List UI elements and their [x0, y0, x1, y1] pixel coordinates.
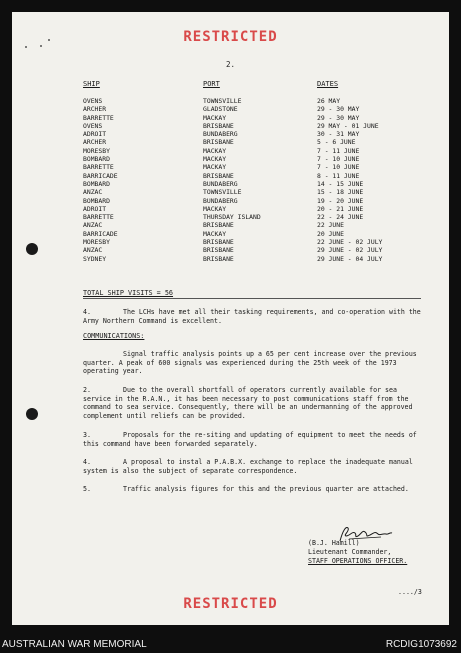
visit-row: [12, 147, 449, 155]
paper-speck: [48, 39, 50, 41]
paragraph-number: 3.: [83, 431, 91, 439]
port-column-header: PORT: [203, 80, 220, 88]
visit-row: [12, 188, 449, 196]
visit-port: BRISBANE: [203, 238, 234, 247]
visit-port: MACKAY: [203, 113, 227, 122]
ship-column-header: SHIP: [83, 80, 100, 88]
visit-ship: ADROIT: [83, 130, 107, 139]
comms-paragraph-4: [83, 458, 423, 475]
total-ship-visits: TOTAL SHIP VISITS = 56: [83, 289, 174, 297]
visit-dates: 15 - 18 JUNE: [317, 188, 364, 197]
visit-dates: 26 MAY: [317, 97, 341, 105]
visit-port: TOWNSVILLE: [203, 188, 242, 197]
visit-ship: BARRETTE: [83, 113, 114, 122]
visit-ship: ANZAC: [83, 221, 103, 230]
visit-port: BUNDABERG: [203, 196, 238, 205]
visit-ship: ARCHER: [83, 138, 107, 147]
visit-dates: 19 - 20 JUNE: [317, 196, 364, 205]
visit-port: BUNDABERG: [203, 130, 238, 139]
archive-reference: RCDIG1073692: [385, 639, 457, 650]
visit-row: [12, 255, 449, 263]
visit-row: [12, 163, 449, 171]
visit-dates: 29 JUNE - 02 JULY: [317, 246, 383, 255]
comms-paragraph-5: [83, 485, 423, 494]
comms-paragraph-2: [83, 386, 423, 420]
comms-paragraph-1: Signal traffic analysis points up a 65 per cent increase over the previous quarter. A peak of 600 signals was experienced during the 25th week of the 1973 operating year.: [83, 350, 417, 376]
visit-port: MACKAY: [203, 146, 227, 155]
visit-dates: 30 - 31 MAY: [317, 130, 360, 139]
visit-dates: 29 JUNE - 04 JULY: [317, 254, 383, 263]
visit-dates: 22 JUNE - 02 JULY: [317, 238, 383, 247]
archive-name: AUSTRALIAN WAR MEMORIAL: [2, 639, 147, 650]
paragraph-number: 4.: [83, 458, 91, 466]
total-divider: [83, 298, 421, 299]
archive-footer: [0, 634, 461, 653]
signatory-rank: Lieutenant Commander,: [308, 548, 392, 556]
visit-ship: BOMBARD: [83, 196, 110, 205]
visit-ship: OVENS: [83, 121, 103, 130]
communications-heading: COMMUNICATIONS:: [83, 332, 145, 340]
visit-dates: 22 - 24 JUNE: [317, 213, 364, 222]
signatory-position: STAFF OPERATIONS OFFICER.: [308, 557, 408, 565]
visit-dates: 29 - 30 MAY: [317, 113, 360, 122]
ship-visits-table: [12, 97, 449, 263]
visit-row: [12, 230, 449, 238]
visit-dates: 22 JUNE: [317, 221, 344, 230]
visit-row: [12, 122, 449, 130]
visit-port: MACKAY: [203, 155, 227, 164]
visit-port: THURSDAY ISLAND: [203, 213, 261, 222]
visit-row: [12, 105, 449, 113]
visit-row: [12, 138, 449, 146]
visit-dates: 7 - 10 JUNE: [317, 155, 360, 164]
visit-port: BRISBANE: [203, 138, 234, 147]
visit-port: BRISBANE: [203, 171, 234, 180]
visit-row: [12, 197, 449, 205]
punch-hole-bottom: [26, 408, 38, 420]
visit-dates: 20 - 21 JUNE: [317, 204, 364, 213]
visit-port: MACKAY: [203, 204, 227, 213]
paragraph-text: The LCHs have met all their tasking requirements, and co-operation with the Army Northern Command is excellent.: [83, 308, 421, 325]
paper-speck: [25, 46, 27, 48]
document-page: [12, 12, 449, 625]
paragraph-text: Due to the overall shortfall of operators currently available for sea service in the R.A.N., it has been necessary to post communications staff from the command to sea service. Consequently, there will be an undermanning of the approved complement until reliefs can be provided.: [83, 386, 413, 420]
signatory-name: (B.J. Hamill): [308, 539, 360, 547]
visit-dates: 20 JUNE: [317, 229, 344, 238]
visit-ship: ANZAC: [83, 188, 103, 197]
punch-hole-top: [26, 243, 38, 255]
restricted-stamp-bottom: RESTRICTED: [183, 596, 278, 612]
visit-row: [12, 114, 449, 122]
visit-dates: 5 - 6 JUNE: [317, 138, 356, 147]
paragraph-text: Traffic analysis figures for this and the previous quarter are attached.: [123, 485, 409, 493]
visit-port: MACKAY: [203, 163, 227, 172]
visit-port: TOWNSVILLE: [203, 97, 242, 105]
visit-row: [12, 155, 449, 163]
visit-port: GLADSTONE: [203, 105, 238, 114]
paragraph-4: [83, 308, 423, 325]
paragraph-number: 4.: [83, 308, 91, 316]
visit-port: BRISBANE: [203, 121, 234, 130]
visit-row: [12, 205, 449, 213]
visit-dates: 14 - 15 JUNE: [317, 179, 364, 188]
visit-ship: MORESBY: [83, 146, 110, 155]
comms-paragraph-3: [83, 431, 423, 448]
paragraph-number: 5.: [83, 485, 91, 493]
visit-ship: ANZAC: [83, 246, 103, 255]
visit-port: MACKAY: [203, 229, 227, 238]
visit-ship: BARRICADE: [83, 229, 118, 238]
visit-ship: BOMBARD: [83, 155, 110, 164]
visit-row: [12, 213, 449, 221]
visit-row: [12, 97, 449, 105]
visit-port: BUNDABERG: [203, 179, 238, 188]
visit-row: [12, 246, 449, 254]
visit-port: BRISBANE: [203, 246, 234, 255]
visit-port: BRISBANE: [203, 254, 234, 263]
visit-row: [12, 130, 449, 138]
visit-ship: OVENS: [83, 97, 103, 105]
visit-ship: BARRETTE: [83, 213, 114, 222]
dates-column-header: DATES: [317, 80, 339, 88]
visit-port: BRISBANE: [203, 221, 234, 230]
paper-speck: [40, 45, 42, 47]
visit-dates: 7 - 11 JUNE: [317, 146, 360, 155]
visit-ship: BARRETTE: [83, 163, 114, 172]
paragraph-text: Proposals for the re-siting and updating of equipment to meet the needs of this command have been forwarded separately.: [83, 431, 417, 448]
visit-ship: MORESBY: [83, 238, 110, 247]
continuation-marker: ..../3: [398, 588, 422, 596]
visit-ship: ARCHER: [83, 105, 107, 114]
visit-row: [12, 180, 449, 188]
restricted-stamp-top: RESTRICTED: [183, 29, 278, 45]
visit-ship: BOMBARD: [83, 179, 110, 188]
visit-dates: 29 - 30 MAY: [317, 105, 360, 114]
visit-dates: 7 - 10 JUNE: [317, 163, 360, 172]
visit-row: [12, 221, 449, 229]
visit-dates: 8 - 11 JUNE: [317, 171, 360, 180]
paragraph-number: 2.: [83, 386, 91, 394]
visit-row: [12, 172, 449, 180]
visit-ship: BARRICADE: [83, 171, 118, 180]
paragraph-text: A proposal to instal a P.A.B.X. exchange to replace the inadequate manual system is also the subject of separate correspondence.: [83, 458, 413, 475]
visit-ship: ADROIT: [83, 204, 107, 213]
page-number: 2.: [226, 60, 236, 69]
visit-dates: 29 MAY - 01 JUNE: [317, 121, 379, 130]
visit-row: [12, 238, 449, 246]
visit-ship: SYDNEY: [83, 254, 107, 263]
